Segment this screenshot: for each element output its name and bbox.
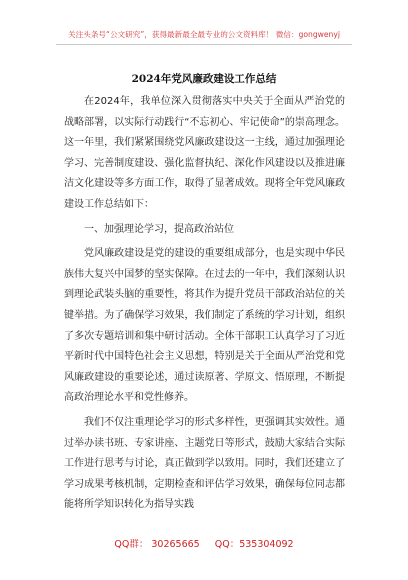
document-title: 2024年党风廉政建设工作总结 (131, 73, 277, 85)
qq-group-text: QQ群： 30265665 (114, 539, 200, 550)
contact-footer (0, 536, 408, 550)
paragraph-intro: 在2024年，我单位深入贯彻落实中央关于全面从严治党的战略部署，以实际行动践行“不忘初心、牢记使命”的崇高理念。这一年里，我们紧紧围绕党风廉政建设这一主线，通过加强理论学习、完善制度建设、强化监督执纪、深化作风建设以及推进廉洁文化建设等多方面工作，取得了显著成效。现将全年党风廉政建设工作总结如下： (64, 96, 345, 210)
paragraph-theory-study: 党风廉政建设是党的建设的重要组成部分，也是实现中华民族伟大复兴中国梦的坚实保障。在过去的一年中，我们深刻认识到理论武装头脑的重要性，将其作为提升党员干部政治站位的关键举措。为了确保学习效果，我们制定了系统的学习计划，组织了多次专题培训和集中研讨活动。全体干部职工认真学习了习近平新时代中国特色社会主义思想，特别是关于全面从严治党和党风廉政建设的重要论述，通过读原著、学原文、悟原理，不断提高政治理论水平和党性修养。 (64, 248, 345, 404)
qq-number-text: QQ：535304092 (214, 539, 294, 550)
section-heading-1: 一、加强理论学习，提高政治站位 (84, 223, 234, 235)
paragraph-study-forms: 我们不仅注重理论学习的形式多样性，更强调其实效性。通过举办读书班、专家讲座、主题党日等形式，鼓励大家结合实际工作进行思考与讨论，真正做到学以致用。同时，我们还建立了学习成果考核机制，定期检查和评估学习效果，确保每位同志都能将所学知识转化为指导实践 (64, 416, 345, 511)
document-body (64, 92, 345, 516)
promo-banner: 关注头条号“公文研究”，获得最新最全最专业的公文资料库！ 微信：gongwenyj (68, 30, 340, 39)
header-divider (56, 44, 352, 45)
